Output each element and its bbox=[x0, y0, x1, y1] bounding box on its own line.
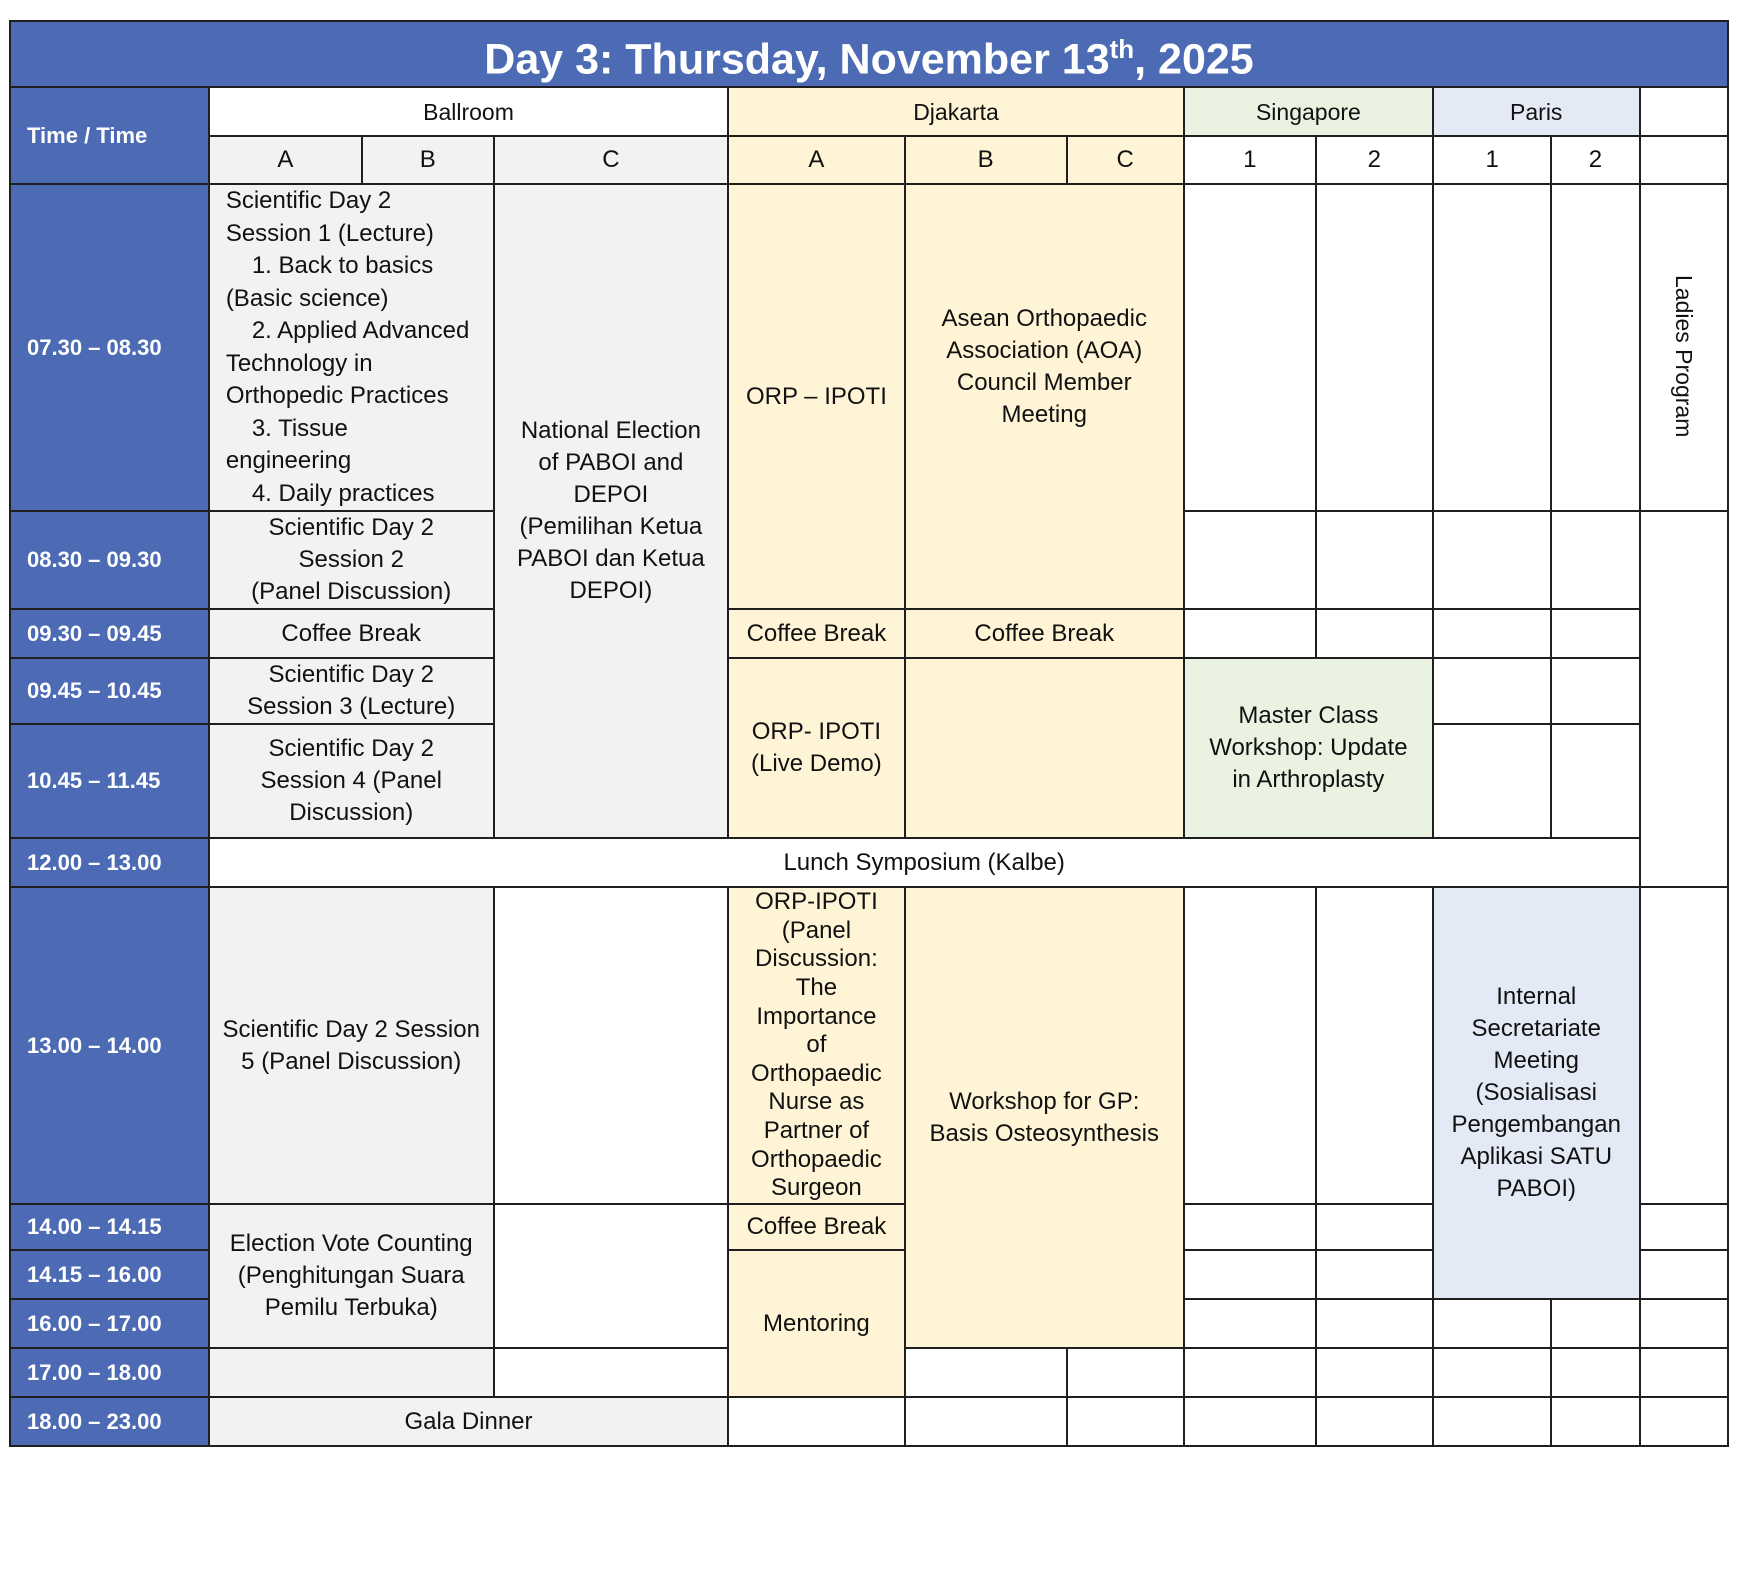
cell-line: Meeting bbox=[1001, 400, 1087, 428]
session-djakarta-a-orp: ORP – IPOTI bbox=[728, 184, 904, 609]
session-ballroom-s2 bbox=[209, 511, 494, 609]
empty-cell bbox=[1316, 511, 1433, 609]
cell-line: ORP-IPOTI bbox=[755, 888, 878, 916]
session-topic-detail: (Basic science) bbox=[225, 284, 389, 312]
cell-line: Council Member bbox=[956, 368, 1132, 396]
empty-cell bbox=[494, 1348, 729, 1397]
empty-cell bbox=[1551, 724, 1639, 838]
schedule-table bbox=[9, 20, 1729, 1447]
empty-cell bbox=[905, 1348, 1067, 1397]
empty-cell bbox=[1316, 1204, 1433, 1250]
session-topic: 4. Daily practices bbox=[251, 479, 435, 507]
cell-line: (Sosialisasi bbox=[1475, 1079, 1597, 1106]
time-slot: 09.30 – 09.45 bbox=[10, 609, 209, 658]
time-slot: 12.00 – 13.00 bbox=[10, 838, 209, 887]
page-title bbox=[10, 21, 1728, 87]
session-paris-internal-meeting bbox=[1433, 887, 1640, 1299]
cell-line: Election Vote Counting bbox=[229, 1230, 473, 1257]
empty-cell bbox=[1433, 724, 1551, 838]
time-column-header: Time / Time bbox=[10, 87, 209, 184]
subroom-ballroom-c: C bbox=[494, 136, 729, 184]
empty-cell bbox=[1067, 1348, 1184, 1397]
session-ballroom-c-election bbox=[494, 184, 729, 838]
empty-cell bbox=[1551, 1299, 1639, 1348]
cell-line: Secretariate bbox=[1471, 1015, 1601, 1042]
session-djakarta-a-live-demo bbox=[728, 658, 904, 838]
empty-cell bbox=[1184, 1204, 1316, 1250]
empty-cell bbox=[1433, 1299, 1551, 1348]
session-djakarta-workshop-gp bbox=[905, 887, 1184, 1348]
cell-line: (Panel bbox=[781, 916, 852, 944]
session-topic: 1. Back to basics bbox=[251, 252, 434, 279]
empty-cell bbox=[1184, 1299, 1316, 1348]
session-ballroom-vote-counting bbox=[209, 1204, 494, 1348]
time-slot: 08.30 – 09.30 bbox=[10, 511, 209, 609]
empty-cell bbox=[1184, 1348, 1316, 1397]
cell-line: (Live Demo) bbox=[751, 750, 882, 777]
empty-cell bbox=[1184, 887, 1316, 1204]
cell-line: DEPOI) bbox=[569, 577, 653, 604]
cell-line: DEPOI bbox=[573, 481, 649, 508]
session-topic: 2. Applied Advanced bbox=[251, 317, 470, 344]
title-year: , 2025 bbox=[1134, 35, 1254, 84]
empty-cell bbox=[1551, 609, 1639, 658]
cell-line: Nurse as bbox=[768, 1088, 865, 1116]
time-slot: 14.15 – 16.00 bbox=[10, 1250, 209, 1299]
cell-line: 5 (Panel Discussion) bbox=[241, 1047, 462, 1075]
empty-cell bbox=[1433, 1348, 1551, 1397]
cell-line: Orthopaedic bbox=[751, 1059, 882, 1087]
time-slot: 17.00 – 18.00 bbox=[10, 1348, 209, 1397]
empty-cell bbox=[1640, 1348, 1728, 1397]
cell-line: PABOI dan Ketua bbox=[517, 545, 705, 572]
cell-line: (Panel Discussion) bbox=[251, 578, 452, 605]
time-slot: 18.00 – 23.00 bbox=[10, 1397, 209, 1446]
session-ballroom-coffee: Coffee Break bbox=[209, 609, 494, 658]
empty-cell bbox=[1551, 1397, 1639, 1446]
cell-line: Session 2 bbox=[298, 546, 404, 573]
empty-cell bbox=[1640, 511, 1728, 887]
cell-line: Scientific Day 2 bbox=[268, 514, 434, 541]
empty-cell bbox=[1640, 887, 1728, 1204]
cell-line: Master Class bbox=[1238, 702, 1379, 729]
time-slot: 16.00 – 17.00 bbox=[10, 1299, 209, 1348]
cell-line: Scientific Day 2 Session bbox=[222, 1015, 480, 1043]
empty-cell bbox=[494, 1204, 729, 1348]
cell-line: Workshop: Update bbox=[1209, 734, 1408, 761]
cell-line: of bbox=[806, 1031, 827, 1059]
session-topic-detail: Orthopedic Practices bbox=[225, 382, 449, 409]
subroom-singapore-2: 2 bbox=[1316, 136, 1433, 184]
cell-line: (Pemilihan Ketua bbox=[519, 513, 703, 540]
time-slot: 14.00 – 14.15 bbox=[10, 1204, 209, 1250]
session-ballroom-s3 bbox=[209, 658, 494, 724]
subroom-ballroom-b: B bbox=[362, 136, 494, 184]
session-djakarta-a-coffee: Coffee Break bbox=[728, 609, 904, 658]
session-djakarta-a-coffee-2: Coffee Break bbox=[728, 1204, 904, 1250]
subroom-ballroom-a: A bbox=[209, 136, 362, 184]
empty-cell bbox=[1184, 1250, 1316, 1299]
cell-line: Discussion) bbox=[289, 799, 414, 826]
session-gala-dinner: Gala Dinner bbox=[209, 1397, 728, 1446]
schedule-page bbox=[9, 20, 1729, 1447]
cell-line: Discussion: bbox=[755, 945, 878, 973]
empty-cell bbox=[1184, 609, 1316, 658]
cell-line: Partner of bbox=[763, 1116, 870, 1144]
cell-line: Basis Osteosynthesis bbox=[929, 1119, 1159, 1147]
session-title: Scientific Day 2 bbox=[225, 187, 392, 214]
cell-line: Surgeon bbox=[771, 1174, 862, 1202]
empty-cell bbox=[1433, 658, 1551, 724]
cell-line: Pengembangan bbox=[1451, 1111, 1621, 1138]
cell-spacer bbox=[914, 431, 1175, 491]
empty-cell bbox=[728, 1397, 904, 1446]
empty-cell bbox=[1184, 184, 1316, 511]
empty-cell bbox=[1433, 609, 1551, 658]
empty-cell bbox=[1316, 1348, 1433, 1397]
cell-line: Scientific Day 2 bbox=[268, 661, 434, 688]
empty-cell bbox=[1640, 1204, 1728, 1250]
session-topic-detail: Technology in bbox=[225, 349, 373, 377]
empty-cell bbox=[1433, 184, 1551, 511]
cell-line: Internal bbox=[1496, 983, 1577, 1010]
cell-line: ORP- IPOTI bbox=[751, 718, 882, 745]
ladies-program-label: Ladies Program bbox=[1670, 275, 1697, 438]
empty-cell bbox=[1551, 658, 1639, 724]
cell-line: Session 4 (Panel bbox=[260, 767, 442, 794]
session-topic-detail: engineering bbox=[225, 447, 352, 474]
session-singapore-masterclass bbox=[1184, 658, 1433, 838]
cell-line: of PABOI and bbox=[538, 449, 684, 476]
subroom-singapore-1: 1 bbox=[1184, 136, 1316, 184]
room-header-djakarta: Djakarta bbox=[728, 87, 1184, 136]
empty-cell bbox=[1640, 1397, 1728, 1446]
empty-header-cell bbox=[1640, 87, 1728, 136]
empty-cell bbox=[1551, 184, 1639, 511]
session-subtitle: Session 1 (Lecture) bbox=[225, 219, 434, 247]
session-ballroom-s5 bbox=[209, 887, 494, 1204]
empty-cell bbox=[1316, 1299, 1433, 1348]
empty-cell bbox=[1067, 1397, 1184, 1446]
empty-cell bbox=[1316, 1397, 1433, 1446]
empty-cell bbox=[494, 887, 729, 1204]
session-lunch-symposium: Lunch Symposium (Kalbe) bbox=[209, 838, 1640, 887]
empty-cell bbox=[1316, 184, 1433, 511]
empty-cell bbox=[1551, 511, 1639, 609]
session-djakarta-a-panel bbox=[728, 887, 904, 1204]
empty-cell bbox=[1184, 1397, 1316, 1446]
room-header-ballroom: Ballroom bbox=[209, 87, 728, 136]
time-slot: 07.30 – 08.30 bbox=[10, 184, 209, 511]
time-slot: 13.00 – 14.00 bbox=[10, 887, 209, 1204]
cell-line: National Election bbox=[520, 417, 701, 444]
cell-line: Importance bbox=[756, 1002, 877, 1030]
empty-cell bbox=[1551, 1348, 1639, 1397]
session-djakarta-bc-coffee: Coffee Break bbox=[905, 609, 1184, 658]
empty-cell bbox=[209, 1348, 494, 1397]
empty-cell bbox=[1316, 1250, 1433, 1299]
empty-cell bbox=[1184, 511, 1316, 609]
session-ballroom-s4 bbox=[209, 724, 494, 838]
empty-cell bbox=[1433, 511, 1551, 609]
empty-cell bbox=[1316, 609, 1433, 658]
cell-line: Meeting bbox=[1493, 1047, 1579, 1074]
cell-line: Aplikasi SATU bbox=[1460, 1143, 1613, 1170]
cell-line: in Arthroplasty bbox=[1232, 766, 1385, 793]
subroom-djakarta-b: B bbox=[905, 136, 1067, 184]
empty-cell bbox=[1640, 1299, 1728, 1348]
subroom-djakarta-a: A bbox=[728, 136, 904, 184]
empty-subheader-cell bbox=[1640, 136, 1728, 184]
empty-cell bbox=[905, 1397, 1067, 1446]
cell-line: PABOI) bbox=[1496, 1175, 1577, 1202]
cell-line: Asean Orthopaedic bbox=[941, 304, 1147, 332]
cell-line: Association (AOA) bbox=[946, 336, 1143, 364]
empty-cell bbox=[1640, 1250, 1728, 1299]
session-djakarta-a-mentoring: Mentoring bbox=[728, 1250, 904, 1397]
subroom-djakarta-c: C bbox=[1067, 136, 1184, 184]
cell-line: Scientific Day 2 bbox=[268, 735, 434, 762]
room-header-paris: Paris bbox=[1433, 87, 1640, 136]
empty-cell bbox=[1433, 1397, 1551, 1446]
session-djakarta-aoa bbox=[905, 184, 1184, 609]
time-slot: 09.45 – 10.45 bbox=[10, 658, 209, 724]
ladies-program-cell bbox=[1640, 184, 1728, 511]
cell-line: The bbox=[795, 974, 838, 1002]
session-ballroom-s1 bbox=[209, 184, 494, 511]
cell-line: Pemilu Terbuka) bbox=[264, 1294, 438, 1321]
title-superscript: th bbox=[1109, 33, 1135, 64]
room-header-singapore: Singapore bbox=[1184, 87, 1433, 136]
subroom-paris-1: 1 bbox=[1433, 136, 1551, 184]
time-slot: 10.45 – 11.45 bbox=[10, 724, 209, 838]
cell-line: Session 3 (Lecture) bbox=[247, 693, 456, 720]
cell-line: Workshop for GP: bbox=[949, 1087, 1140, 1115]
title-text: Day 3: Thursday, November 13 bbox=[484, 35, 1110, 84]
cell-line: Orthopaedic bbox=[751, 1145, 882, 1173]
subroom-paris-2: 2 bbox=[1551, 136, 1639, 184]
empty-cell bbox=[1316, 887, 1433, 1204]
session-djakarta-bc-empty bbox=[905, 658, 1184, 838]
session-topic: 3. Tissue bbox=[251, 414, 348, 442]
cell-line: (Penghitungan Suara bbox=[237, 1262, 465, 1289]
